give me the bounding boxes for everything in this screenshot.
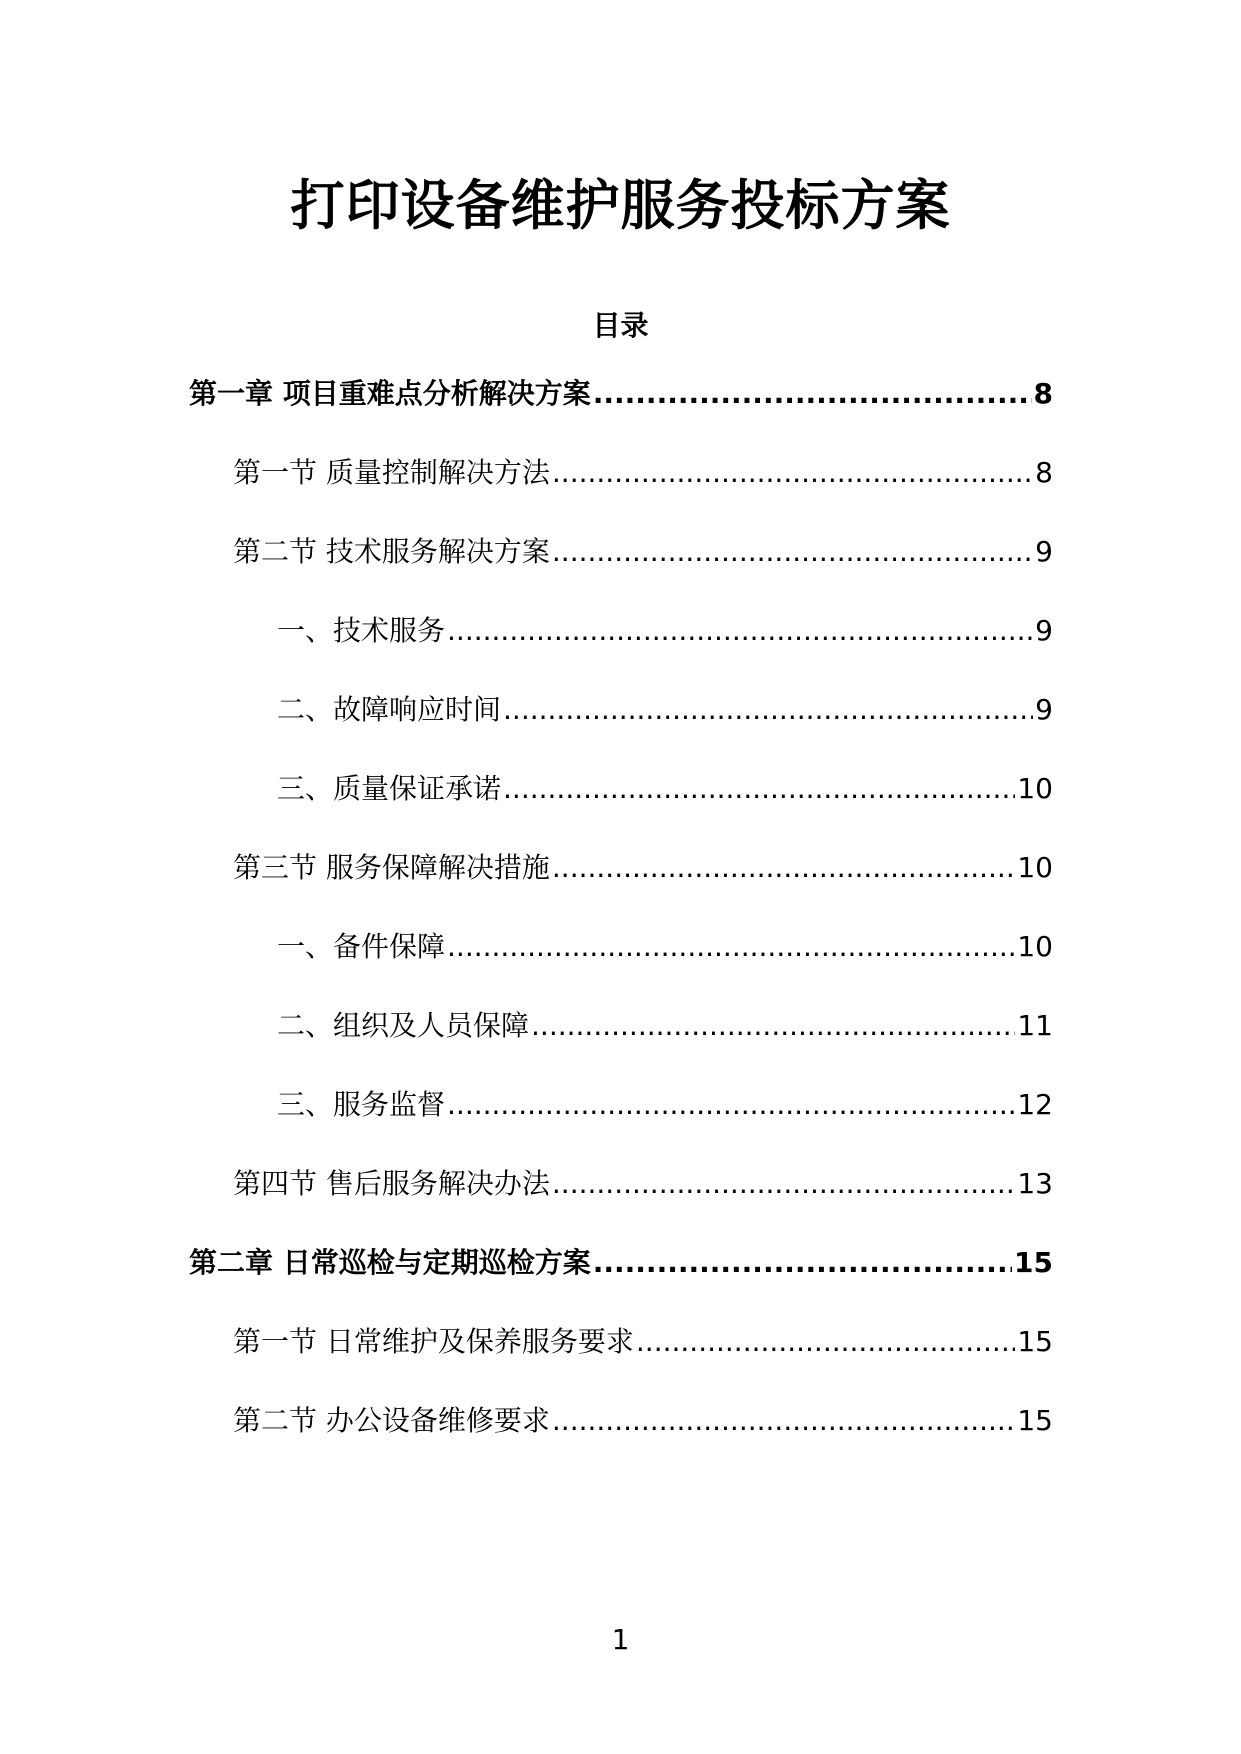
toc-entry-page: 9: [1035, 614, 1053, 647]
toc-entry-ch1-s3-item-2[interactable]: [277, 1006, 1053, 1046]
toc-entry-ch1-section-1[interactable]: [233, 453, 1053, 493]
toc-dot-leader: [447, 611, 1033, 651]
toc-entry-ch2-section-1[interactable]: [233, 1322, 1053, 1362]
toc-dot-leader: [552, 532, 1033, 572]
toc-entry-title: 第四节 售后服务解决办法: [233, 1167, 550, 1200]
toc-dot-leader: [593, 1243, 1012, 1283]
toc-entry-title: 第一节 质量控制解决方法: [233, 456, 550, 489]
toc-dot-leader: [531, 1006, 1015, 1046]
toc-entry-ch1-section-2[interactable]: [233, 532, 1053, 572]
toc-entry-chapter-1[interactable]: [189, 374, 1053, 414]
toc-entry-ch1-s2-item-2[interactable]: [277, 690, 1053, 730]
toc-entry-page: 15: [1014, 1246, 1053, 1279]
toc-entry-title: 第一章 项目重难点分析解决方案: [189, 377, 591, 410]
document-title: 打印设备维护服务投标方案: [290, 174, 951, 237]
toc-entry-page: 15: [1017, 1325, 1053, 1358]
toc-entry-title: 一、技术服务: [277, 614, 446, 647]
toc-dot-leader: [636, 1322, 1015, 1362]
toc-dot-leader: [552, 453, 1033, 493]
toc-entry-ch1-s3-item-3[interactable]: [277, 1085, 1053, 1125]
toc-entry-title: 第二节 技术服务解决方案: [233, 535, 550, 568]
toc-entry-ch1-section-3[interactable]: [233, 848, 1053, 888]
toc-entry-page: 15: [1017, 1404, 1053, 1437]
toc-entry-title: 三、质量保证承诺: [277, 772, 502, 805]
toc-entry-ch2-section-2[interactable]: [233, 1401, 1053, 1441]
toc-entry-page: 13: [1017, 1167, 1053, 1200]
toc-entry-title: 一、备件保障: [277, 930, 446, 963]
toc-entry-page: 8: [1033, 377, 1053, 410]
toc-dot-leader: [552, 1164, 1015, 1204]
toc-entry-ch1-s3-item-1[interactable]: [277, 927, 1053, 967]
toc-dot-leader: [447, 1085, 1015, 1125]
toc-entry-page: 8: [1035, 456, 1053, 489]
toc-entry-page: 9: [1035, 535, 1053, 568]
toc-dot-leader: [503, 690, 1033, 730]
toc-entry-ch1-section-4[interactable]: [233, 1164, 1053, 1204]
toc-dot-leader: [593, 374, 1032, 414]
toc-dot-leader: [447, 927, 1015, 967]
toc-entry-page: 10: [1017, 930, 1053, 963]
toc-entry-page: 10: [1017, 772, 1053, 805]
toc-entry-title: 二、故障响应时间: [277, 693, 502, 726]
toc-entry-page: 9: [1035, 693, 1053, 726]
toc-entry-title: 第一节 日常维护及保养服务要求: [233, 1325, 634, 1358]
toc-entry-title: 三、服务监督: [277, 1088, 446, 1121]
toc-dot-leader: [552, 848, 1015, 888]
toc-entry-title: 二、组织及人员保障: [277, 1009, 530, 1042]
toc-entry-title: 第二章 日常巡检与定期巡检方案: [189, 1246, 591, 1279]
toc-entry-page: 11: [1017, 1009, 1053, 1042]
toc-entry-ch1-s2-item-1[interactable]: [277, 611, 1053, 651]
toc-entry-title: 第三节 服务保障解决措施: [233, 851, 550, 884]
toc-dot-leader: [552, 1401, 1015, 1441]
toc-entry-title: 第二节 办公设备维修要求: [233, 1404, 550, 1437]
toc-heading: 目录: [592, 309, 649, 342]
toc-entry-page: 10: [1017, 851, 1053, 884]
toc-entry-page: 12: [1017, 1088, 1053, 1121]
page-number: 1: [611, 1623, 630, 1656]
toc-entry-chapter-2[interactable]: [189, 1243, 1053, 1283]
toc-entry-ch1-s2-item-3[interactable]: [277, 769, 1053, 809]
toc-dot-leader: [503, 769, 1015, 809]
